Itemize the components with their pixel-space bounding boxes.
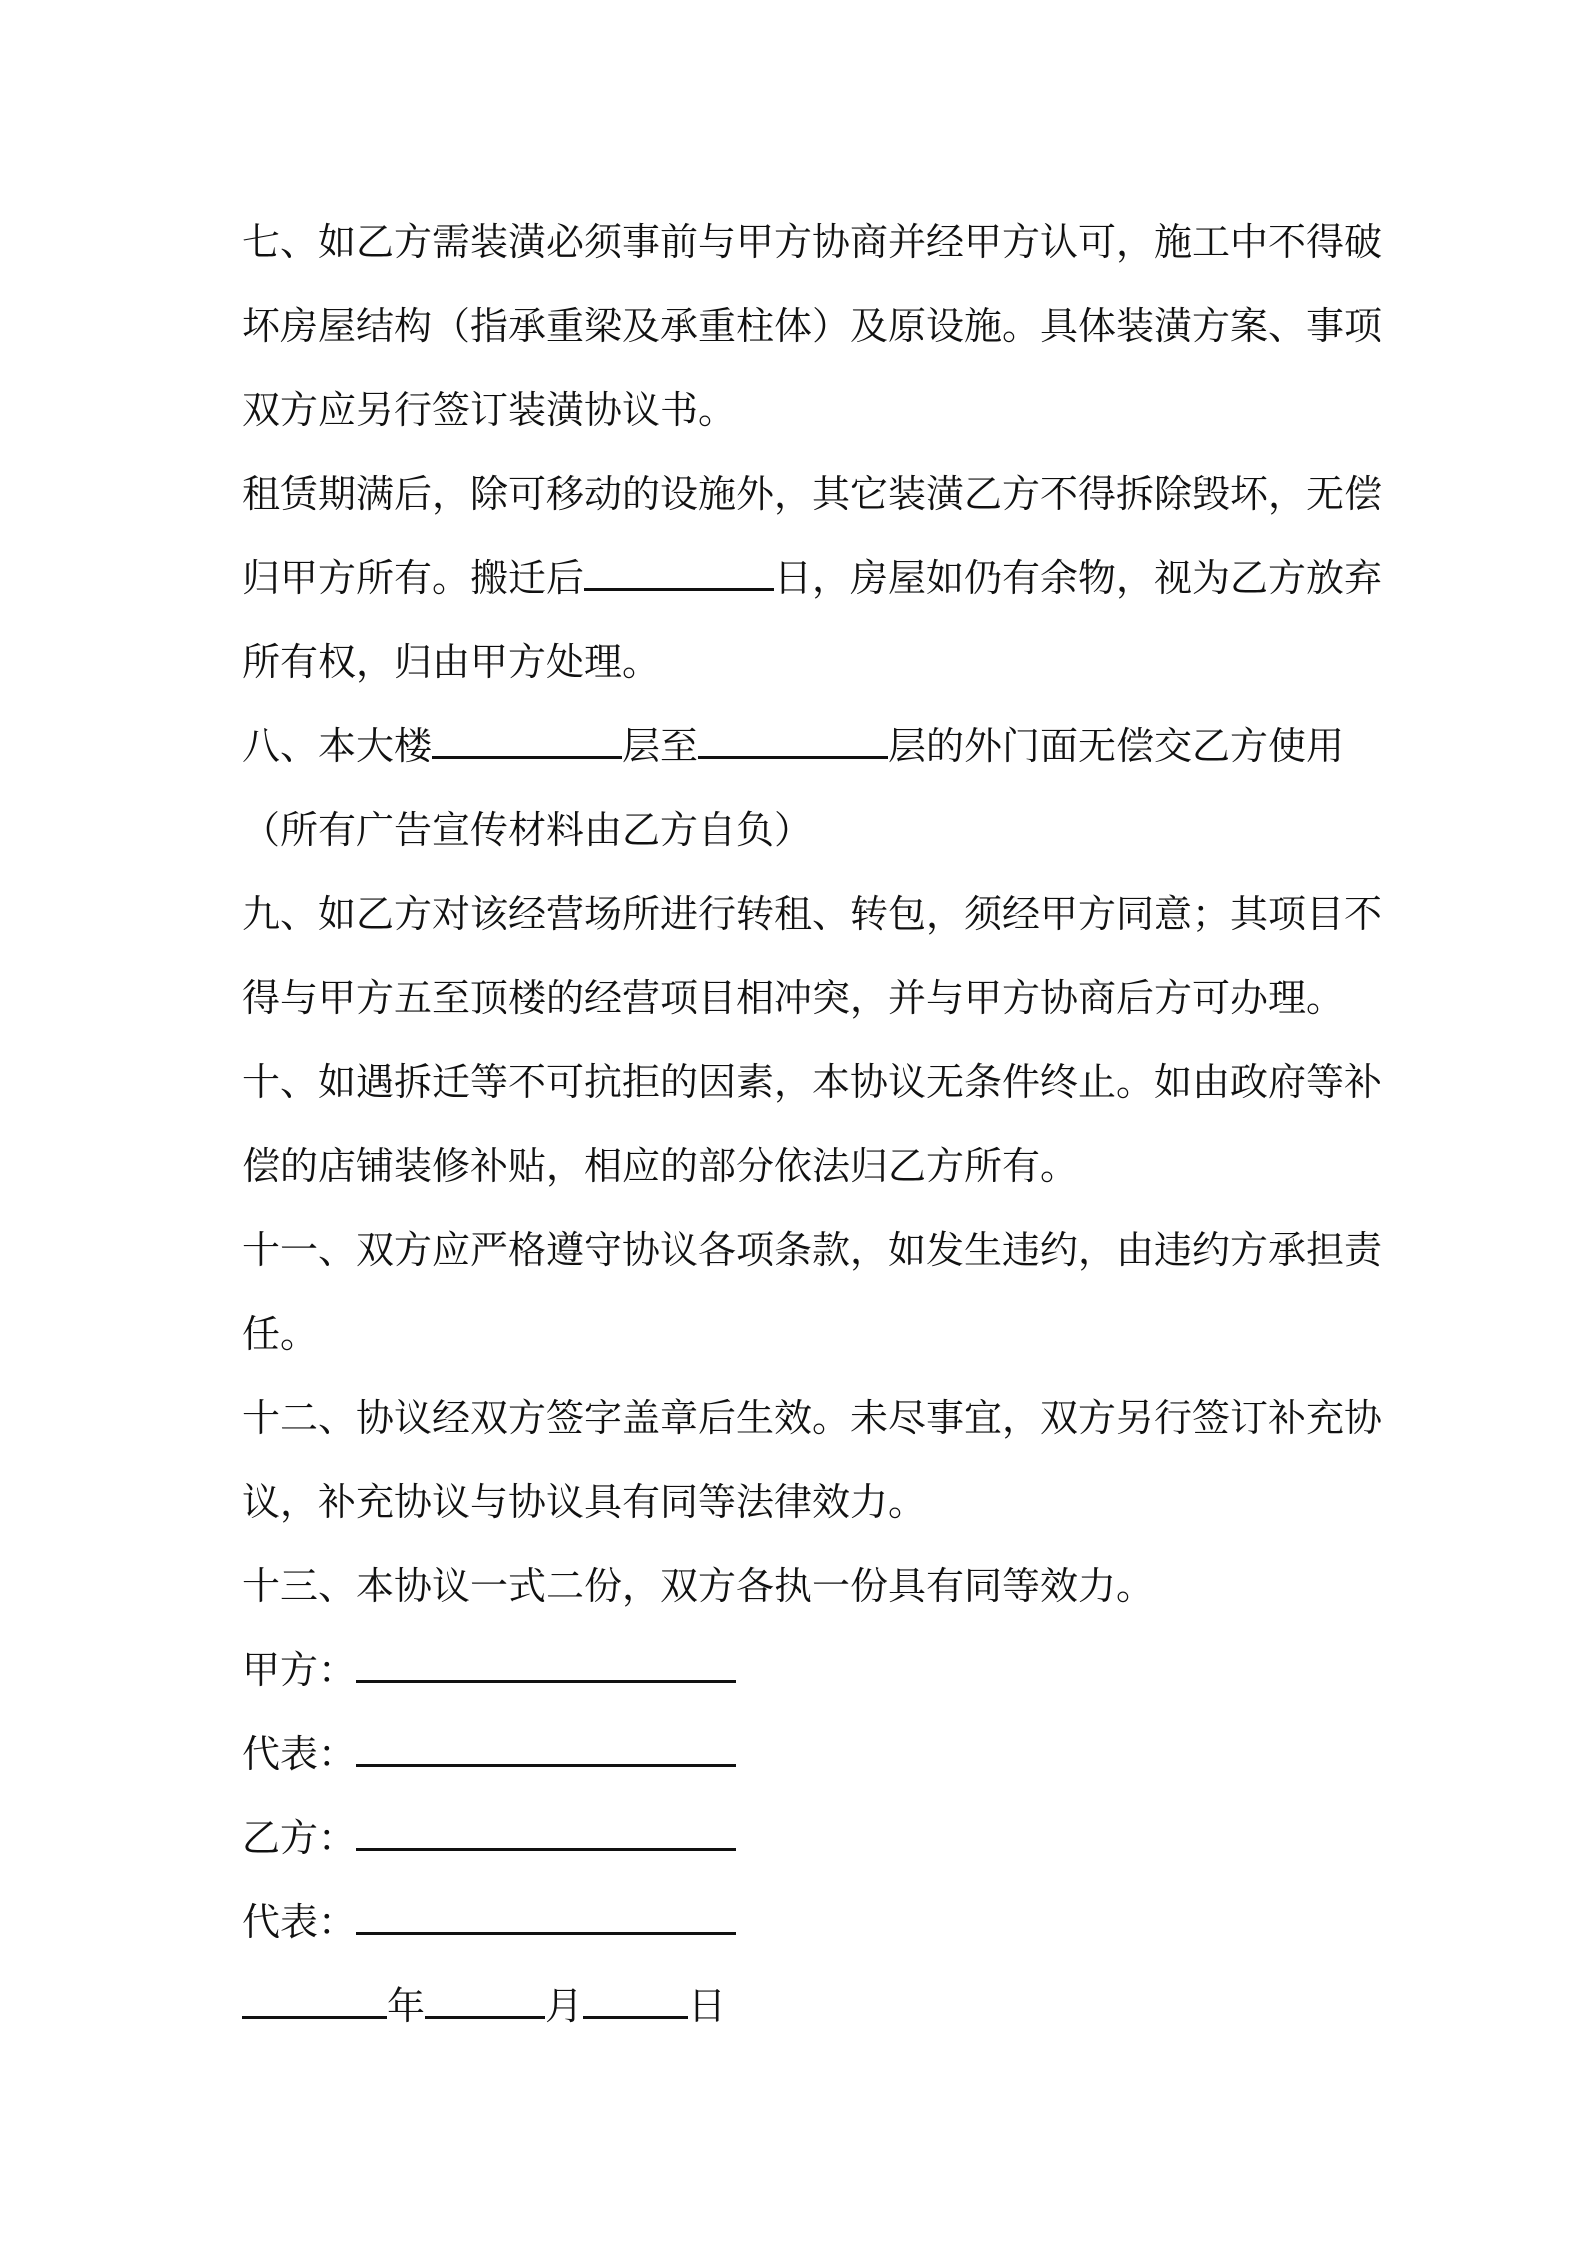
- clause-7b-text-a: 归甲方所有。搬迁后: [242, 556, 585, 600]
- rep-a-signature: [242, 1712, 1362, 1796]
- clause-7b-line-2: [242, 536, 1383, 620]
- clause-10-line-2: 偿的店铺装修补贴，相应的部分依法归乙方所有。: [242, 1144, 1079, 1188]
- rep-a-blank[interactable]: [356, 1730, 736, 1767]
- clause-7b-line-1: 租赁期满后，除可移动的设施外，其它装潢乙方不得拆除毁坏，无偿: [242, 472, 1383, 516]
- day-blank[interactable]: [583, 1982, 688, 2019]
- clause-7-line-2: 坏房屋结构（指承重梁及承重柱体）及原设施。具体装潢方案、事项: [242, 304, 1383, 348]
- rep-a-label: 代表：: [242, 1732, 357, 1776]
- floor-to-blank[interactable]: [698, 722, 888, 759]
- party-b-label: 乙方：: [242, 1816, 357, 1860]
- month-label: 月: [545, 1984, 584, 2028]
- date-line: [242, 1964, 1362, 2048]
- clause-8-line-1: [242, 704, 1362, 788]
- clause-7-line-1: 七、如乙方需装潢必须事前与甲方协商并经甲方认可，施工中不得破: [242, 220, 1383, 264]
- clause-8-line-2: （所有广告宣传材料由乙方自负）: [242, 808, 813, 852]
- clause-12-line-2: 议，补充协议与协议具有同等法律效力。: [242, 1480, 927, 1524]
- day-label: 日: [688, 1984, 727, 2028]
- clause-8-text-b: 层至: [622, 724, 699, 768]
- contract-page: [242, 200, 1383, 2048]
- clause-7b-text-b: 日，房屋如仍有余物，视为乙方放弃: [774, 556, 1383, 600]
- clause-12-line-1: 十二、协议经双方签字盖章后生效。未尽事宜，双方另行签订补充协: [242, 1396, 1383, 1440]
- clause-7-line-3: 双方应另行签订装潢协议书。: [242, 388, 737, 432]
- party-b-signature: [242, 1796, 1362, 1880]
- party-b-blank[interactable]: [356, 1814, 736, 1851]
- rep-b-signature: [242, 1880, 1362, 1964]
- clause-10-line-1: 十、如遇拆迁等不可抗拒的因素，本协议无条件终止。如由政府等补: [242, 1060, 1383, 1104]
- rep-b-label: 代表：: [242, 1900, 357, 1944]
- clause-11-line-1: 十一、双方应严格遵守协议各项条款，如发生违约，由违约方承担责: [242, 1228, 1383, 1272]
- clause-9-line-2: 得与甲方五至顶楼的经营项目相冲突，并与甲方协商后方可办理。: [242, 976, 1345, 1020]
- clause-7b-line-3: 所有权，归由甲方处理。: [242, 640, 661, 684]
- clause-9-line-1: 九、如乙方对该经营场所进行转租、转包，须经甲方同意；其项目不: [242, 892, 1383, 936]
- party-a-blank[interactable]: [356, 1646, 736, 1683]
- rep-b-blank[interactable]: [356, 1898, 736, 1935]
- clause-11-line-2: 任。: [242, 1312, 319, 1356]
- party-a-signature: [242, 1628, 1362, 1712]
- clause-13-line-1: 十三、本协议一式二份，双方各执一份具有同等效力。: [242, 1564, 1155, 1608]
- days-blank[interactable]: [584, 554, 774, 591]
- month-blank[interactable]: [425, 1982, 545, 2019]
- floor-from-blank[interactable]: [432, 722, 622, 759]
- clause-8-text-a: 八、本大楼: [242, 724, 433, 768]
- year-blank[interactable]: [242, 1982, 387, 2019]
- clause-8-text-c: 层的外门面无偿交乙方使用: [888, 724, 1345, 768]
- year-label: 年: [387, 1984, 426, 2028]
- party-a-label: 甲方：: [242, 1648, 357, 1692]
